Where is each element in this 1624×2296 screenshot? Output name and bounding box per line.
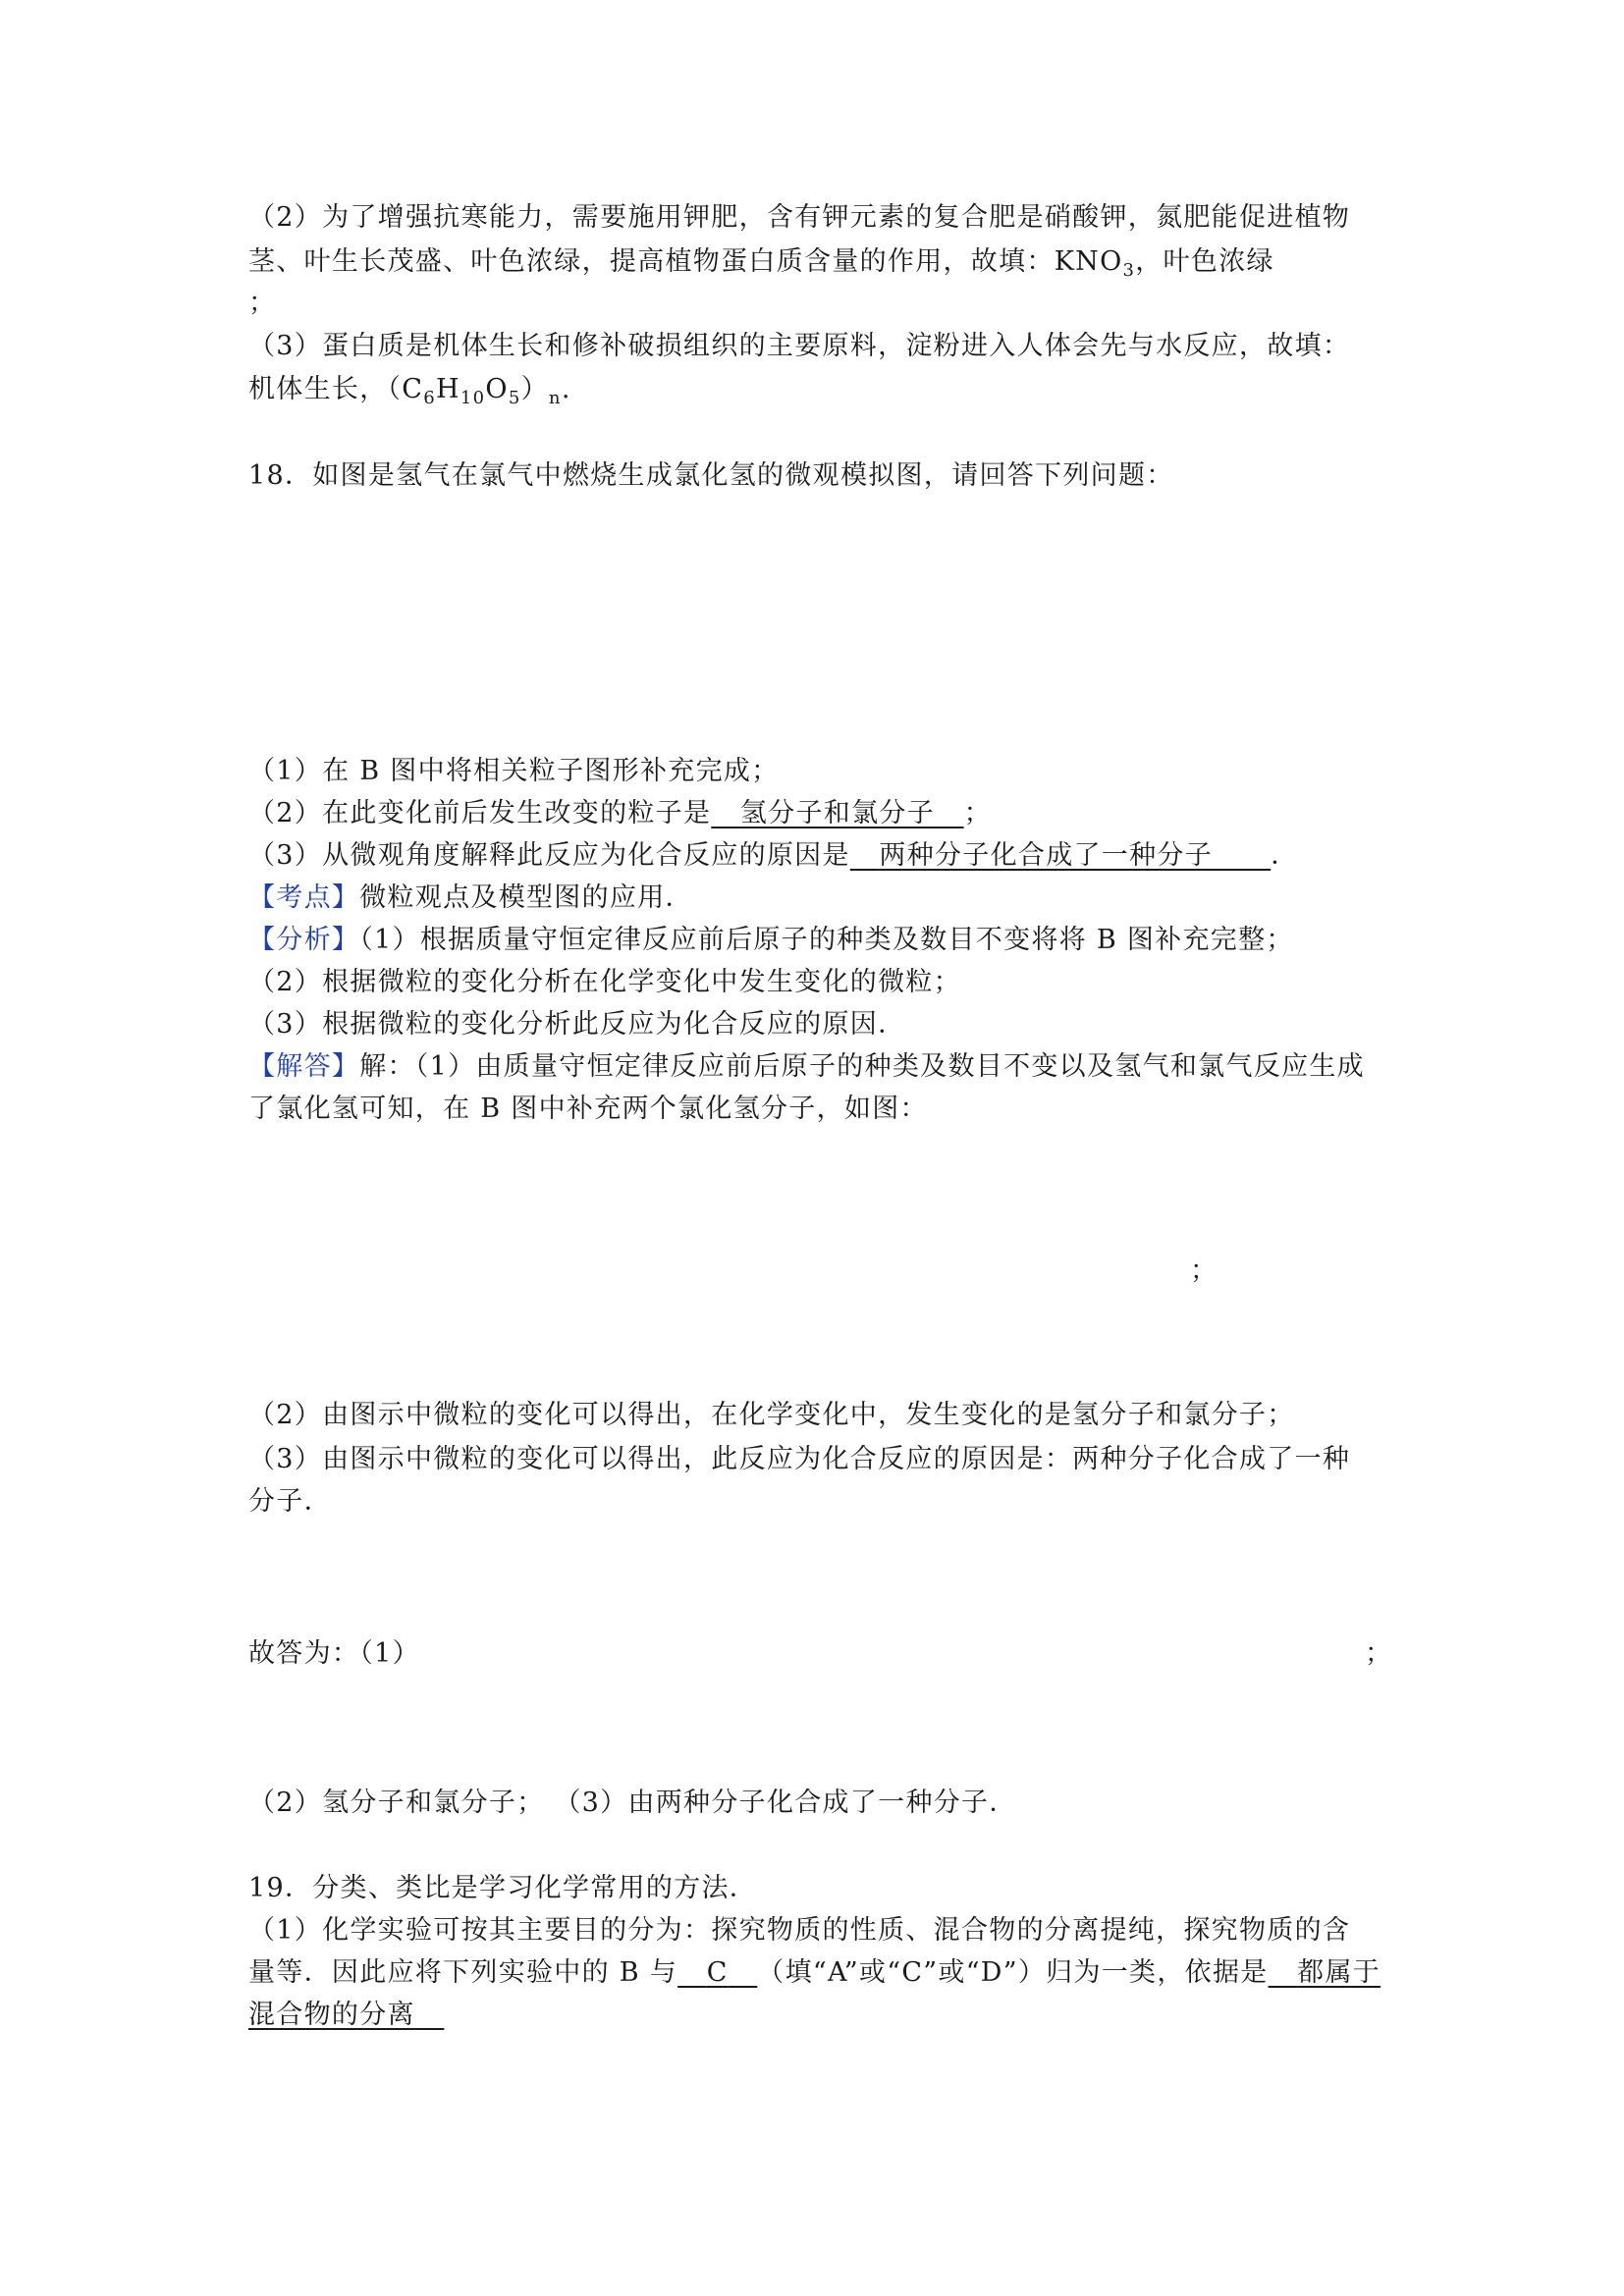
q19-line1: （1）化学实验可按其主要目的分为：探究物质的性质、混合物的分离提纯，探究物质的含 — [248, 1915, 1351, 1946]
q19-blank2: 都属于 — [1297, 1957, 1381, 1988]
q18-sub3: （3）从微观角度解释此反应为化合反应的原因是 两种分子化合成了一种分子 ． — [248, 840, 1299, 871]
answer-figure-area — [248, 1139, 1387, 1364]
q18-kaodian: 【考点】微粒观点及模型图的应用． — [248, 882, 693, 913]
q18-answer-line1: 故答为：（1） — [248, 1638, 420, 1669]
q18-sub3-answer: 两种分子化合成了一种分子 — [879, 840, 1213, 871]
jieda-tag: 【解答】 — [248, 1051, 360, 1082]
q19-title: 19．分类、类比是学习化学常用的方法． — [248, 1873, 758, 1903]
fenxi-tag: 【分析】 — [248, 925, 360, 955]
q18-answer-line2: （2）氢分子和氯分子； （3）由两种分子化合成了一种分子． — [248, 1788, 1017, 1818]
q18-jieda-part3-line2: 分子． — [248, 1486, 332, 1517]
q18-jieda-part3-line1: （3）由图示中微粒的变化可以得出，此反应为化合反应的原因是：两种分子化合成了一种 — [248, 1444, 1351, 1474]
q17-part2-line2: 茎、叶生长茂盛、叶色浓绿，提高植物蛋白质含量的作用，故填：$KNO_3$，叶色浓绿 — [248, 246, 1274, 281]
q17-part3-line2: 机体生长，$(C_6H_{10}O_5)_n$. — [248, 374, 571, 408]
q18-jieda-part2: （2）由图示中微粒的变化可以得出，在化学变化中，发生变化的是氢分子和氯分子； — [248, 1400, 1295, 1430]
q19-blank1: C — [706, 1957, 729, 1988]
q18-answer-semicolon: ； — [1365, 1638, 1393, 1669]
q18-sub2-answer: 氢分子和氯分子 — [739, 798, 935, 828]
q18-fenxi-3: （3）根据微粒的变化分析此反应为化合反应的原因． — [248, 1009, 906, 1040]
q18-fenxi: 【分析】（1）根据质量守恒定律反应前后原子的种类及数目不变将将 B 图补充完整； — [248, 925, 1294, 955]
kaodian-tag: 【考点】 — [248, 882, 360, 913]
reaction-figure-area — [248, 520, 1387, 736]
q18-sub1: （1）在 B 图中将相关粒子图形补充完成； — [248, 756, 780, 786]
q17-part2-line1: （2）为了增强抗寒能力，需要施用钾肥，含有钾元素的复合肥是硝酸钾，氮肥能促进植物 — [248, 202, 1351, 233]
q19-line3 — [248, 1999, 444, 2032]
q17-part2-line3: ； — [248, 288, 277, 318]
q19-blank2-cont: 混合物的分离 — [248, 2000, 415, 2030]
q17-part3-line1: （3）蛋白质是机体生长和修补破损组织的主要原料，淀粉进入人体会先与水反应，故填： — [248, 331, 1351, 361]
q18-figure-semicolon: ； — [1190, 1255, 1218, 1286]
q18-jieda: 【解答】解：（1）由质量守恒定律反应前后原子的种类及数目不变以及氢气和氯气反应生成 — [248, 1051, 1365, 1082]
q18-fenxi-2: （2）根据微粒的变化分析在化学变化中发生变化的微粒； — [248, 967, 961, 997]
q18-sub2: （2）在此变化前后发生改变的粒子是 氢分子和氯分子 ； — [248, 798, 992, 828]
q19-line2: 量等．因此应将下列实验中的 B 与 C （填“A”或“C”或“D”）归为一类，依据是 都属于 — [248, 1957, 1381, 1988]
q18-jieda-2: 了氯化氢可知，在 B 图中补充两个氯化氢分子，如图： — [248, 1094, 928, 1124]
q18-title: 18．如图是氢气在氯气中燃烧生成氯化氢的微观模拟图，请回答下列问题： — [248, 460, 1174, 491]
